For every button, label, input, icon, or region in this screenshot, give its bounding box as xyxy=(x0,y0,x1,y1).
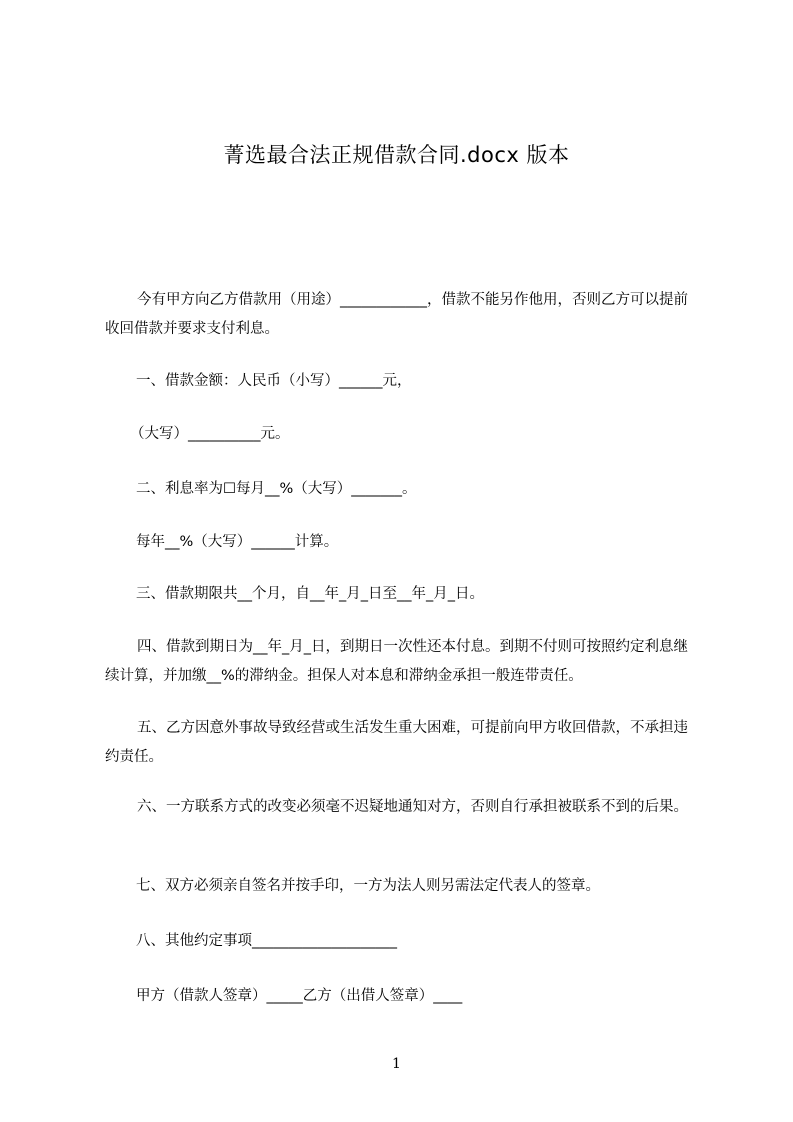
clause-2-interest-monthly: 二、利息率为☐每月__%（大写）_______。 xyxy=(136,481,417,497)
signature-line: 甲方（借款人签章）_____乙方（出借人签章）____ xyxy=(136,988,463,1004)
clause-1-amount-uppercase: （大写）__________元。 xyxy=(130,426,290,442)
intro-paragraph: 今有甲方向乙方借款用（用途）____________，借款不能另作他用，否则乙方可以提前收回借款并要求支付利息。 xyxy=(105,292,688,337)
clause-2-interest-yearly: 每年__%（大写）______计算。 xyxy=(136,534,339,550)
clause-6-contact-change: 六、一方联系方式的改变必须毫不迟疑地通知对方，否则自行承担被联系不到的后果。 xyxy=(137,799,688,815)
clause-7-signatures-required: 七、双方必须亲自签名并按手印，一方为法人则另需法定代表人的签章。 xyxy=(136,878,600,894)
clause-3-loan-term: 三、借款期限共__个月，自__年_月_日至__年_月_日。 xyxy=(136,586,484,602)
clause-5-early-repayment: 五、乙方因意外事故导致经营或生活发生重大困难，可提前向甲方收回借款，不承担违约责任。 xyxy=(105,720,688,765)
page-number: 1 xyxy=(392,1056,401,1072)
clause-1-amount-lowercase: 一、借款金额：人民币（小写）______元， xyxy=(136,373,412,389)
document-title: 菁选最合法正规借款合同.docx 版本 xyxy=(223,143,570,167)
clause-4-due-date: 四、借款到期日为__年_月_日，到期日一次性还本付息。到期不付则可按照约定利息继续计算，并加缴__%的滞纳金。担保人对本息和滞纳金承担一般连带责任。 xyxy=(105,639,688,684)
clause-8-other-terms: 八、其他约定事项____________________ xyxy=(136,933,397,949)
